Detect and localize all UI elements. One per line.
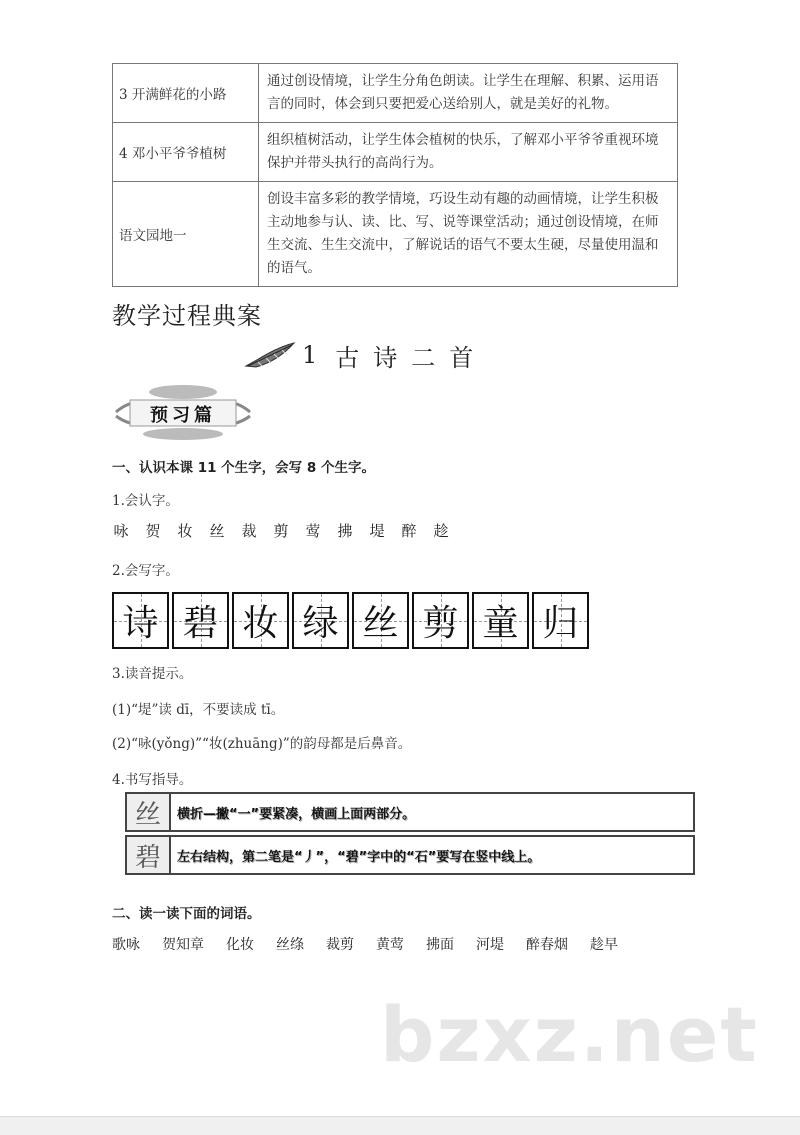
section-heading: 教学过程典案	[112, 302, 262, 330]
table-row	[113, 64, 678, 123]
char-stamp-icon: 丝	[127, 794, 171, 830]
word-item: 化妆	[226, 937, 254, 953]
recognize-chars	[112, 520, 450, 541]
table-row	[113, 182, 678, 287]
pronunciation-label: 3.读音提示。	[112, 666, 193, 682]
viewer-bottom-bar	[0, 1116, 800, 1135]
char-item: 剪	[273, 522, 289, 540]
lesson-cell: 3 开满鲜花的小路	[113, 64, 259, 123]
char-item: 贺	[145, 522, 161, 540]
char-item: 堤	[369, 522, 385, 540]
word-item: 河堤	[476, 937, 504, 953]
char-item: 醉	[401, 522, 417, 540]
watermark: bzxz.net	[380, 990, 759, 1079]
char-item: 莺	[305, 522, 321, 540]
grid-cell: 童	[472, 592, 529, 649]
guide-text: 左右结构，第二笔是“丿”，“碧”字中的“石”要写在竖中线上。	[177, 849, 541, 865]
word-item: 拂面	[426, 937, 454, 953]
writing-guide-label: 4.书写指导。	[112, 772, 193, 788]
lesson-title	[244, 338, 487, 372]
writing-grid	[112, 592, 589, 649]
guide-row	[125, 835, 695, 875]
guide-text: 横折—撇“一”要紧凑，横画上面两部分。	[177, 806, 416, 822]
lesson-plan-table	[112, 63, 678, 287]
write-label: 2.会写字。	[112, 563, 179, 579]
pronunciation-tip-2: (2)“咏(yǒng)”“妆(zhuāng)”的韵母都是后鼻音。	[112, 736, 412, 752]
word-item: 丝绦	[276, 937, 304, 953]
grid-cell: 绿	[292, 592, 349, 649]
grid-cell: 诗	[112, 592, 169, 649]
lesson-number: 1	[302, 341, 318, 369]
grid-cell: 妆	[232, 592, 289, 649]
word-item: 趁早	[590, 937, 618, 953]
feather-icon	[244, 340, 296, 370]
goal-cell: 通过创设情境，让学生分角色朗读。让学生在理解、积累、运用语言的同时，体会到只要把爱心送给别人，就是美好的礼物。	[259, 64, 678, 123]
banner-label: 预习篇	[150, 405, 216, 426]
goal-cell: 组织植树活动，让学生体会植树的快乐，了解邓小平爷爷重视环境保护并带头执行的高尚行为。	[259, 123, 678, 182]
char-item: 拂	[337, 522, 353, 540]
char-item: 咏	[113, 522, 129, 540]
section-1-title: 一、认识本课 11 个生字，会写 8 个生字。	[112, 460, 375, 476]
lesson-cell: 4 邓小平爷爷植树	[113, 123, 259, 182]
char-stamp-icon: 碧	[127, 837, 171, 873]
word-item: 贺知章	[162, 937, 204, 953]
grid-cell: 碧	[172, 592, 229, 649]
word-item: 裁剪	[326, 937, 354, 953]
guide-row	[125, 792, 695, 832]
section-2-title: 二、读一读下面的词语。	[112, 906, 261, 922]
goal-cell: 创设丰富多彩的教学情境，巧设生动有趣的动画情境，让学生积极主动地参与认、读、比、写、说等课堂活动；通过创设情境，在师生交流、生生交流中，了解说话的语气不要太生硬，尽量使用温和的语气。	[259, 182, 678, 287]
char-item: 妆	[177, 522, 193, 540]
word-list	[112, 934, 618, 954]
grid-cell: 归	[532, 592, 589, 649]
word-item: 黄莺	[376, 937, 404, 953]
char-item: 丝	[209, 522, 225, 540]
grid-cell: 丝	[352, 592, 409, 649]
grid-cell: 剪	[412, 592, 469, 649]
writing-guide-box	[125, 792, 695, 878]
char-item: 裁	[241, 522, 257, 540]
word-item: 醉春烟	[526, 937, 568, 953]
char-item: 趁	[433, 522, 449, 540]
recognize-label: 1.会认字。	[112, 493, 179, 509]
lesson-cell: 语文园地一	[113, 182, 259, 287]
word-item: 歌咏	[112, 937, 140, 953]
lesson-name: 古诗二首	[335, 343, 488, 372]
table-row	[113, 123, 678, 182]
pronunciation-tip-1: (1)“堤”读 dī，不要读成 tī。	[112, 702, 285, 718]
